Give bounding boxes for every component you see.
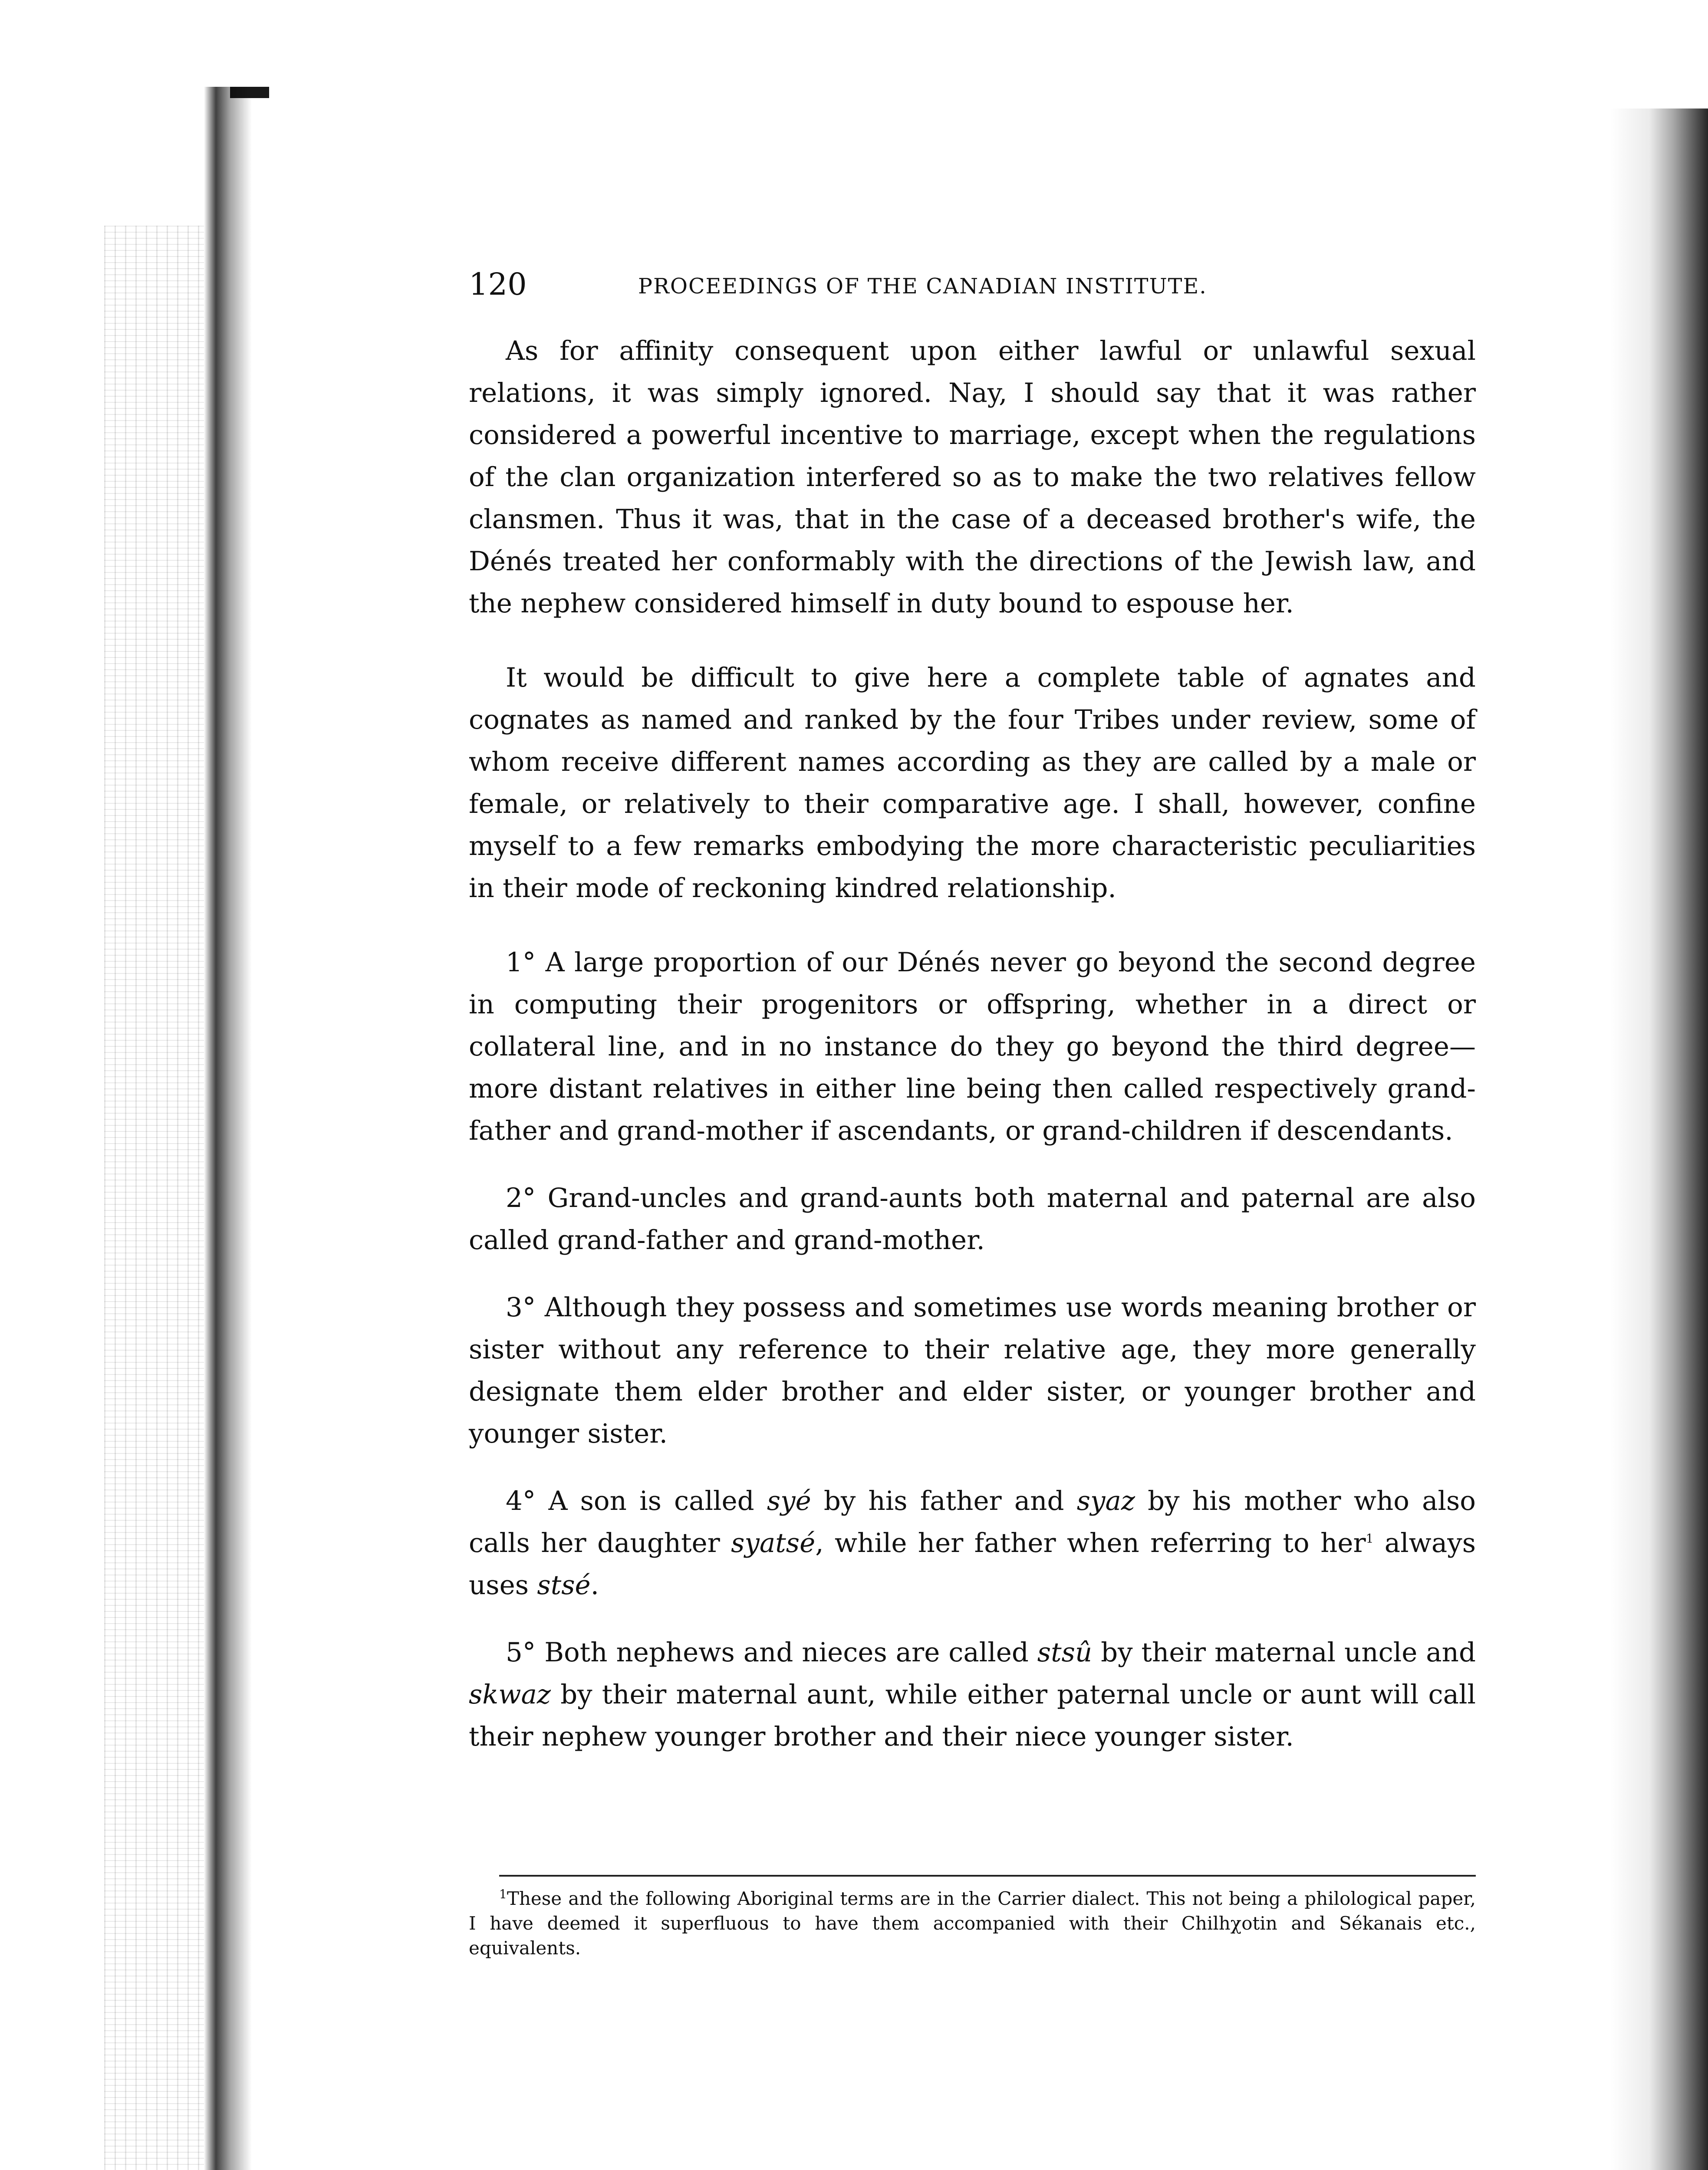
term-sye: syé <box>767 1486 811 1516</box>
term-stsu: stsû <box>1037 1637 1093 1668</box>
scan-binding-artifact <box>104 226 204 2170</box>
running-head-title: PROCEEDINGS OF THE CANADIAN INSTITUTE. <box>638 274 1207 299</box>
scan-corner-mark <box>230 87 269 98</box>
footnote <box>469 1886 1476 1960</box>
paragraph-affinity: As for affinity consequent upon either lawful or unlawful sexual relations, it was simply ignored. Nay, I should say that it was rather considered a powerful incentive to marriage, except when the regulations of the clan organization interfered so as to make the two relatives fellow clansmen. Thus it was, that in the case of a deceased brother's wife, the Dénés treated her conformably with the directions of the Jewish law, and the nephew considered himself in duty bound to espouse her. <box>469 335 1476 619</box>
p4-text-5: always uses <box>469 1528 1476 1601</box>
p5-text-2: by their maternal uncle and <box>1092 1637 1476 1668</box>
term-skwaz: skwaz <box>469 1679 551 1710</box>
term-syaz: syaz <box>1076 1486 1135 1516</box>
term-stse: stsé <box>537 1570 591 1601</box>
footnote-mark: 1 <box>499 1887 507 1901</box>
paragraph-point-2: 2° Grand-uncles and grand-aunts both maternal and paternal are also called grand-father and grand-mother. <box>469 1183 1476 1256</box>
footnote-paragraph <box>469 1886 1476 1960</box>
p4-text-1: 4° A son is called <box>506 1486 767 1516</box>
p4-text-4: , while her father when referring to her <box>815 1528 1366 1558</box>
p4-text-3: by his mother who also calls her daughter <box>469 1486 1476 1558</box>
body-text <box>469 330 1476 1758</box>
running-head <box>469 265 1476 304</box>
document-page <box>469 265 1476 2088</box>
page-number: 120 <box>469 266 527 302</box>
paragraph-agnates: It would be difficult to give here a complete table of agnates and cognates as named and ranked by the four Tribes under review, some of whom receive different names according as they are called by a male or female, or relatively to their comparative age. I shall, however, confine myself to a few remarks embodying the more characteristic peculiarities in their mode of reckoning kindred relationship. <box>469 662 1476 904</box>
p4-text-2: by his father and <box>811 1486 1077 1516</box>
footnote-reference: 1 <box>1366 1531 1374 1546</box>
paragraph-point-3: 3° Although they possess and sometimes use words meaning brother or sister without any reference to their relative age, they more generally designate them elder brother and elder sister, or younger brother and younger sister. <box>469 1292 1476 1449</box>
scan-left-edge-shadow <box>204 87 252 2170</box>
paragraph-point-5 <box>469 1631 1476 1758</box>
p5-text-3: by their maternal aunt, while either paternal uncle or aunt will call their nephew younger brother and their niece younger sister. <box>469 1679 1476 1752</box>
footnote-text: These and the following Aboriginal terms are in the Carrier dialect. This not being a philological paper, I have deemed it superfluous to have them accompanied with their Chilhχotin and Sékanais etc., equivalents. <box>469 1888 1476 1959</box>
term-syatse: syatsé <box>731 1528 816 1558</box>
footnote-divider <box>499 1875 1476 1877</box>
paragraph-point-4 <box>469 1480 1476 1606</box>
scan-right-edge-shadow <box>1610 108 1708 2170</box>
p4-text-6: . <box>590 1570 599 1601</box>
paragraph-point-1: 1° A large proportion of our Dénés never go beyond the second degree in computing their progenitors or offspring, whether in a direct or collateral line, and in no instance do they go beyond the third degree—more distant relatives in either line being then called respectively grand-father and grand-mother if ascendants, or grand-children if descendants. <box>469 947 1476 1146</box>
p5-text-1: 5° Both nephews and nieces are called <box>506 1637 1037 1668</box>
